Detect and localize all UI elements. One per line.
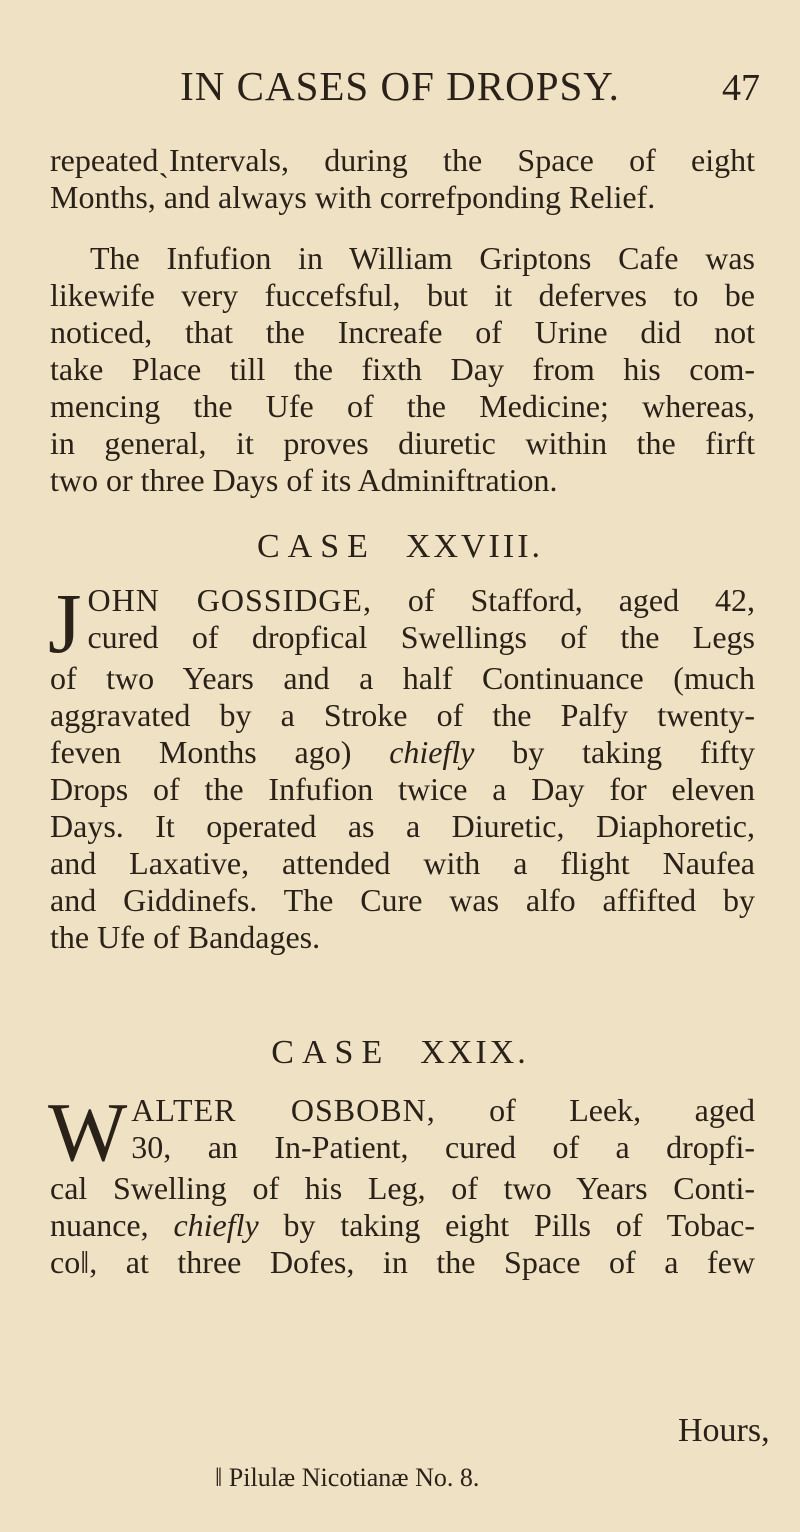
case-body-29 (48, 1086, 756, 1281)
text-line: The Infufion in William Griptons Cafe was (90, 240, 755, 276)
case-label: CASE (271, 1034, 391, 1071)
text-line: co‖, at three Dofes, in the Space of a few (50, 1244, 755, 1280)
text-line: likewife very fuccefsful, but it deferves to be (50, 277, 755, 313)
text-line: 30, an In-Patient, cured of a dropfi- (131, 1129, 755, 1165)
text-line: in general, it proves diuretic within the firft (50, 425, 755, 461)
text-line: mencing the Ufe of the Medicine; whereas, (50, 388, 755, 424)
patient-name: OHN GOSSIDGE, (87, 582, 372, 618)
text-fragment: by taking eight Pills of Tobac- (283, 1207, 756, 1243)
case-number: XXVIII. (405, 528, 544, 565)
text-fragment: nuance, (50, 1207, 149, 1243)
text-fragment: by taking fifty (512, 734, 756, 770)
drop-cap: J (48, 575, 82, 671)
text-line: cured of dropfical Swellings of the Legs (87, 619, 755, 655)
text-fragment: of Leek, aged (489, 1092, 756, 1128)
case-heading-28 (0, 528, 800, 566)
running-title: IN CASES OF DROPSY. (180, 63, 620, 109)
text-line: of two Years and a half Continuance (much (50, 660, 755, 696)
drop-cap: W (48, 1086, 128, 1179)
text-line: Drops of the Infufion twice a Day for eleven (50, 771, 755, 807)
catchword: Hours, (678, 1412, 770, 1449)
text-fragment: feven Months ago) (50, 734, 352, 770)
italic-word: chiefly (389, 734, 475, 770)
text-line: repeatedˎIntervals, during the Space of eight (50, 142, 755, 178)
patient-name: ALTER OSBOBN, (131, 1092, 436, 1128)
text-line: Days. It operated as a Diuretic, Diaphoretic, (50, 808, 755, 844)
page-number: 47 (722, 67, 760, 109)
paragraph-continuation (50, 142, 755, 216)
text-line: cal Swelling of his Leg, of two Years Conti- (50, 1170, 755, 1206)
text-line: the Ufe of Bandages. (50, 919, 321, 955)
text-line: two or three Days of its Adminiftration. (50, 462, 558, 498)
case-number: XXIX. (420, 1034, 529, 1071)
text-line: Months, and always with correfponding Relief. (50, 179, 656, 215)
text-fragment: of Stafford, aged 42, (407, 582, 756, 618)
text-line: and Laxative, attended with a flight Naufea (50, 845, 755, 881)
case-body-28 (48, 575, 756, 956)
text-line: take Place till the fixth Day from his com- (50, 351, 755, 387)
footnote: ‖ Pilulæ Nicotianæ No. 8. (215, 1463, 480, 1492)
italic-word: chiefly (173, 1207, 259, 1243)
text-line: and Giddinefs. The Cure was alfo affifted by (50, 882, 755, 918)
case-label: CASE (256, 528, 376, 565)
text-line: aggravated by a Stroke of the Palfy twenty- (50, 697, 755, 733)
case-heading-29 (0, 1034, 800, 1072)
paragraph-infusion (50, 240, 755, 499)
text-line: noticed, that the Increafe of Urine did not (50, 314, 755, 350)
